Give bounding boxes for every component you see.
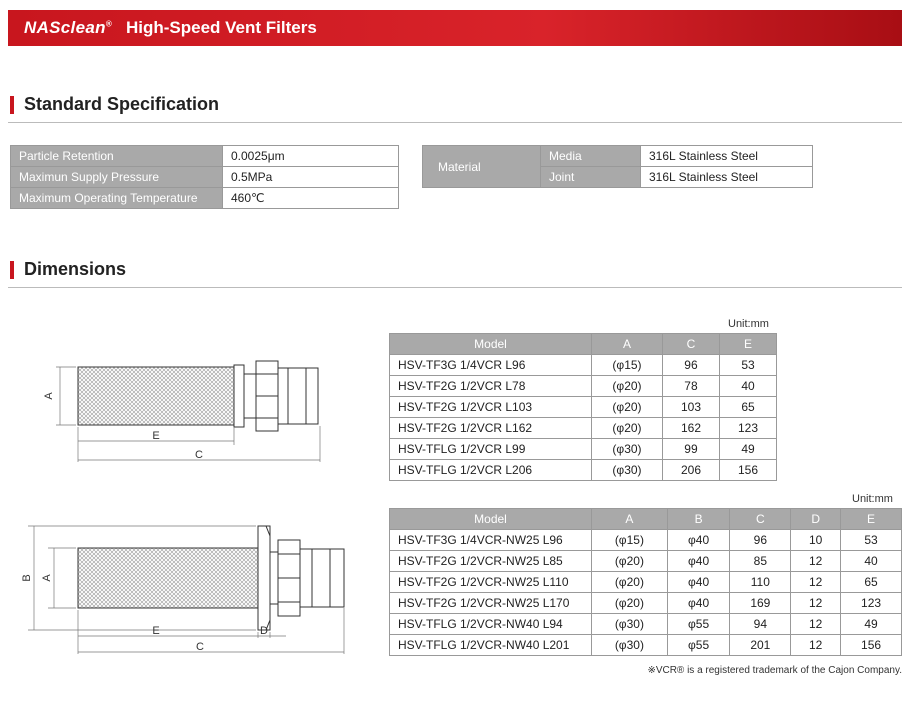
column-header: C	[662, 334, 719, 355]
column-header: A	[592, 509, 668, 530]
table-cell: (φ30)	[592, 439, 663, 460]
dimensions-table-2	[389, 508, 902, 656]
table-cell: (φ20)	[592, 397, 663, 418]
table-cell: 169	[730, 593, 791, 614]
table-cell: 12	[791, 593, 841, 614]
column-header: A	[592, 334, 663, 355]
table-cell: φ40	[667, 593, 730, 614]
section-marker	[10, 96, 14, 114]
column-header: Model	[390, 509, 592, 530]
table-cell: (φ30)	[592, 460, 663, 481]
dim-label-c: C	[196, 641, 204, 653]
dimensions-section-heading	[10, 259, 126, 280]
table-row	[11, 146, 399, 167]
header-banner	[8, 10, 902, 46]
table-cell: 99	[662, 439, 719, 460]
trademark-footnote: ※VCR® is a registered trademark of the Cajon Company.	[647, 665, 902, 676]
model-cell: HSV-TF2G 1/2VCR-NW25 L110	[390, 572, 592, 593]
material-label: Media	[541, 146, 641, 167]
divider	[8, 287, 902, 288]
table-cell: φ40	[667, 572, 730, 593]
table-row	[390, 530, 902, 551]
spec-value: 0.0025μm	[223, 146, 399, 167]
table-row	[390, 614, 902, 635]
table-cell: 40	[719, 376, 776, 397]
table-row	[423, 146, 813, 167]
table-cell: (φ20)	[592, 551, 668, 572]
column-header: E	[719, 334, 776, 355]
spec-label: Maximun Supply Pressure	[11, 167, 223, 188]
table-cell: (φ30)	[592, 635, 668, 656]
filter-drawing-2	[18, 518, 358, 658]
page-title: High-Speed Vent Filters	[125, 18, 317, 37]
table-cell: (φ20)	[592, 593, 668, 614]
table-cell: 123	[719, 418, 776, 439]
table-row	[11, 167, 399, 188]
dim-label-e: E	[152, 430, 160, 442]
spec-label: Particle Retention	[11, 146, 223, 167]
table-cell: 65	[841, 572, 902, 593]
unit-label: Unit:mm	[852, 493, 893, 505]
model-cell: HSV-TF2G 1/2VCR-NW25 L170	[390, 593, 592, 614]
dimensions-table-1	[389, 333, 777, 481]
table-row	[390, 460, 777, 481]
table-header-row	[390, 334, 777, 355]
section-marker	[10, 261, 14, 279]
table-cell: 40	[841, 551, 902, 572]
table-cell: 53	[841, 530, 902, 551]
column-header: B	[667, 509, 730, 530]
column-header: D	[791, 509, 841, 530]
divider	[8, 122, 902, 123]
model-cell: HSV-TF2G 1/2VCR L78	[390, 376, 592, 397]
filter-drawing-1	[36, 350, 336, 465]
table-cell: 12	[791, 551, 841, 572]
model-cell: HSV-TFLG 1/2VCR L206	[390, 460, 592, 481]
spec-section-title: Standard Specification	[24, 94, 220, 114]
dim-label-d: D	[260, 625, 268, 637]
column-header: Model	[390, 334, 592, 355]
table-cell: 156	[841, 635, 902, 656]
table-row	[390, 397, 777, 418]
table-cell: φ40	[667, 530, 730, 551]
table-cell: φ55	[667, 635, 730, 656]
dim-label-e: E	[152, 625, 160, 637]
table-row	[390, 551, 902, 572]
table-cell: 201	[730, 635, 791, 656]
table-cell: 156	[719, 460, 776, 481]
table-cell: 78	[662, 376, 719, 397]
table-cell: 65	[719, 397, 776, 418]
model-cell: HSV-TF2G 1/2VCR-NW25 L85	[390, 551, 592, 572]
model-cell: HSV-TFLG 1/2VCR-NW40 L94	[390, 614, 592, 635]
table-row	[390, 355, 777, 376]
table-row	[390, 376, 777, 397]
unit-label: Unit:mm	[728, 318, 769, 330]
material-table	[422, 145, 813, 188]
table-header-row	[390, 509, 902, 530]
table-cell: (φ20)	[592, 418, 663, 439]
material-value: 316L Stainless Steel	[641, 167, 813, 188]
brand-logo: NASclean®	[24, 18, 112, 37]
table-cell: 85	[730, 551, 791, 572]
table-cell: 10	[791, 530, 841, 551]
dim-label-a: A	[43, 392, 55, 400]
model-cell: HSV-TF3G 1/4VCR L96	[390, 355, 592, 376]
table-cell: (φ20)	[592, 376, 663, 397]
table-cell: 49	[841, 614, 902, 635]
table-cell: 96	[662, 355, 719, 376]
table-cell: 162	[662, 418, 719, 439]
table-cell: 12	[791, 614, 841, 635]
table-cell: (φ15)	[592, 530, 668, 551]
spec-label: Maximum Operating Temperature	[11, 188, 223, 209]
table-row	[390, 593, 902, 614]
table-row	[390, 418, 777, 439]
spec-value: 0.5MPa	[223, 167, 399, 188]
table-cell: 103	[662, 397, 719, 418]
table-cell: 49	[719, 439, 776, 460]
table-row	[390, 439, 777, 460]
dim-label-c: C	[195, 449, 203, 461]
table-row	[390, 572, 902, 593]
table-cell: 123	[841, 593, 902, 614]
table-row	[11, 188, 399, 209]
model-cell: HSV-TFLG 1/2VCR L99	[390, 439, 592, 460]
dim-label-a: A	[41, 574, 53, 582]
table-cell: 206	[662, 460, 719, 481]
table-cell: (φ30)	[592, 614, 668, 635]
table-cell: 12	[791, 572, 841, 593]
model-cell: HSV-TF2G 1/2VCR L162	[390, 418, 592, 439]
column-header: C	[730, 509, 791, 530]
table-cell: (φ20)	[592, 572, 668, 593]
table-cell: 96	[730, 530, 791, 551]
dim-label-b: B	[21, 574, 33, 582]
model-cell: HSV-TFLG 1/2VCR-NW40 L201	[390, 635, 592, 656]
table-row	[390, 635, 902, 656]
table-cell: φ55	[667, 614, 730, 635]
spec-section-heading	[10, 94, 219, 115]
spec-value: 460℃	[223, 188, 399, 209]
dimensions-section-title: Dimensions	[24, 259, 127, 279]
material-group-label: Material	[423, 146, 541, 188]
model-cell: HSV-TF3G 1/4VCR-NW25 L96	[390, 530, 592, 551]
table-cell: (φ15)	[592, 355, 663, 376]
model-cell: HSV-TF2G 1/2VCR L103	[390, 397, 592, 418]
spec-table	[10, 145, 399, 209]
material-label: Joint	[541, 167, 641, 188]
material-value: 316L Stainless Steel	[641, 146, 813, 167]
table-cell: φ40	[667, 551, 730, 572]
column-header: E	[841, 509, 902, 530]
table-cell: 110	[730, 572, 791, 593]
table-cell: 12	[791, 635, 841, 656]
table-cell: 94	[730, 614, 791, 635]
table-cell: 53	[719, 355, 776, 376]
